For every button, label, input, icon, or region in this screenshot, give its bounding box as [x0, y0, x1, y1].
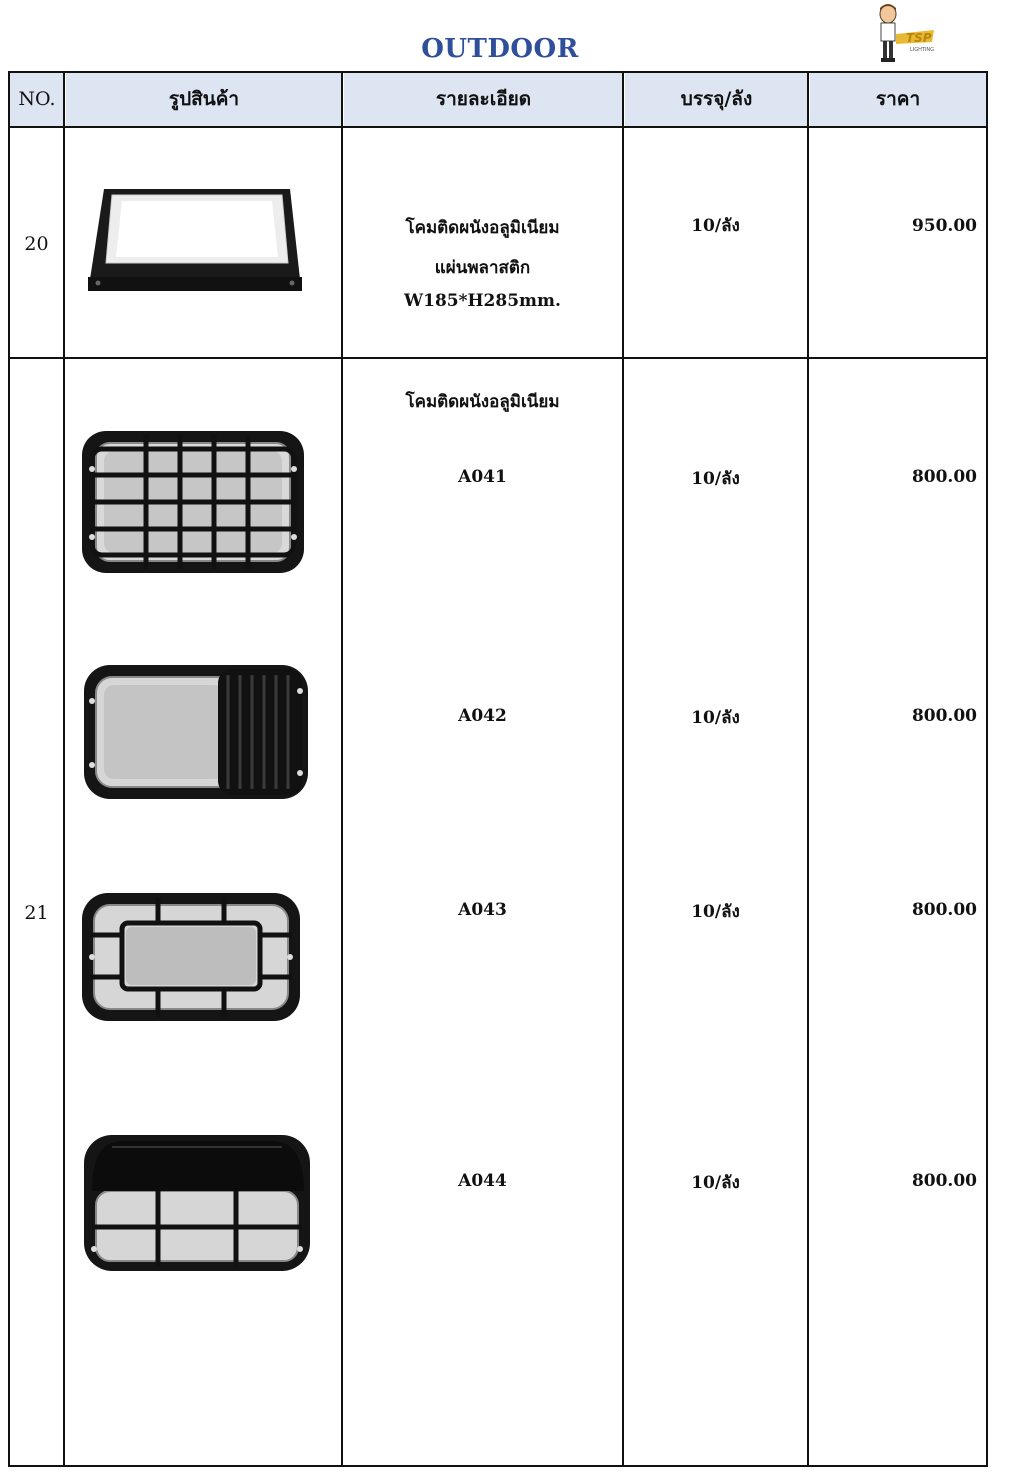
detail-title: โคมติดผนังอลูมิเนียม	[405, 392, 560, 412]
svg-text:TSP: TSP	[906, 31, 932, 45]
row-number: 21	[24, 902, 49, 924]
model-code: A044	[458, 1171, 507, 1191]
col-line	[986, 71, 988, 1467]
row-divider	[8, 357, 988, 359]
pack-cell: 10/ลัง	[691, 902, 740, 922]
header-divider	[8, 126, 988, 128]
model-code: A043	[458, 900, 507, 920]
product-image-a041	[80, 427, 308, 577]
col-line	[63, 71, 65, 1467]
price-cell: 800.00	[911, 706, 977, 726]
product-image-20	[82, 179, 302, 299]
detail-line: W185*H285mm.	[404, 291, 561, 311]
price-cell: 800.00	[911, 1171, 977, 1191]
pack-cell: 10/ลัง	[691, 216, 740, 236]
col-line	[8, 71, 10, 1467]
product-image-a042	[82, 661, 310, 803]
price-cell: 800.00	[911, 467, 977, 487]
product-image-a043	[80, 889, 302, 1025]
col-line	[807, 71, 809, 1467]
page-title: OUTDOOR	[421, 34, 579, 64]
price-cell: 950.00	[911, 216, 977, 236]
pack-cell: 10/ลัง	[691, 708, 740, 728]
table-border-top	[8, 71, 988, 73]
header-detail: รายละเอียด	[344, 71, 623, 127]
product-image-a044	[82, 1131, 312, 1275]
header-image: รูปสินค้า	[66, 71, 342, 127]
header-pack: บรรจุ/ลัง	[625, 71, 808, 127]
table-border-bottom	[8, 1465, 988, 1467]
model-code: A041	[458, 467, 507, 487]
price-cell: 800.00	[911, 900, 977, 920]
tsp-logo	[866, 4, 946, 66]
detail-line: แผ่นพลาสติก	[434, 258, 531, 278]
header-no: NO.	[10, 71, 64, 127]
row-number: 20	[24, 233, 49, 255]
detail-line: โคมติดผนังอลูมิเนียม	[405, 218, 560, 238]
svg-text:LIGHTING: LIGHTING	[910, 47, 935, 53]
header-price: ราคา	[810, 71, 986, 127]
pack-cell: 10/ลัง	[691, 469, 740, 489]
pack-cell: 10/ลัง	[691, 1173, 740, 1193]
model-code: A042	[458, 706, 507, 726]
col-line	[622, 71, 624, 1467]
product-table	[8, 71, 988, 1467]
